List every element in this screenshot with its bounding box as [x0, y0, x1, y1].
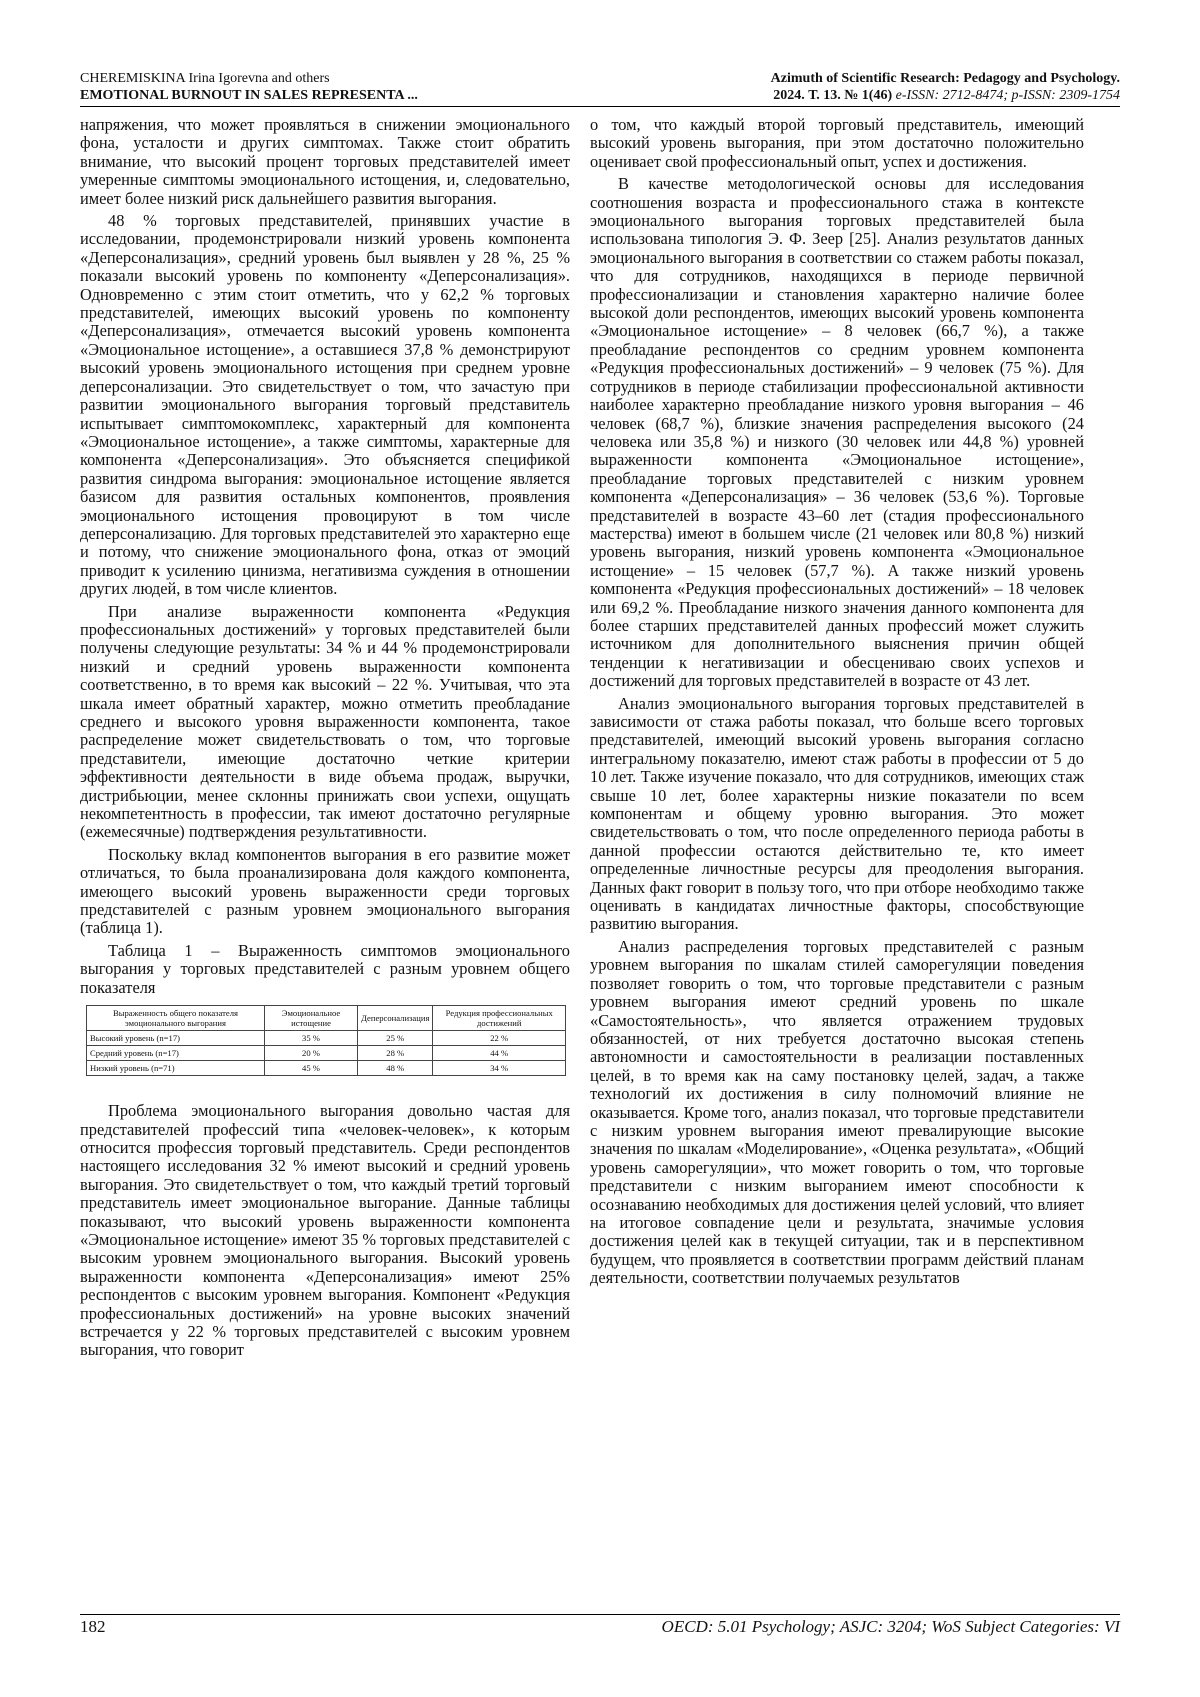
header-right [771, 70, 1120, 104]
header-issue-line [771, 87, 1120, 104]
table-header-cell: Редукция профессиональных достижений [433, 1006, 566, 1031]
table-cell: Средний уровень (n=17) [87, 1046, 265, 1061]
page-number: 182 [80, 1617, 106, 1636]
page-header [80, 70, 1120, 107]
table-header-cell: Эмоциональное истощение [264, 1006, 357, 1031]
left-paragraph-1: напряжения, что может проявляться в снижении эмоционального фона, усталости и других симптомах. Также стоит обратить внимание, что высокий процент торговых представителей имеет умеренные симптомы эмоционального истощения, и, следовательно, имеет более низкий риск дальнейшего развития выгорания. [80, 115, 570, 208]
subject-classification: OECD: 5.01 Psychology; ASJC: 3204; WoS Subject Categories: VI [661, 1617, 1120, 1636]
page-footer [80, 1614, 1120, 1636]
table-row [87, 1046, 566, 1061]
table-cell: 44 % [433, 1046, 566, 1061]
header-short-title: EMOTIONAL BURNOUT IN SALES REPRESENTA ... [80, 88, 418, 103]
table-cell: 45 % [264, 1061, 357, 1076]
table-cell: 20 % [264, 1046, 357, 1061]
left-paragraph-4: Поскольку вклад компонентов выгорания в его развитие может отличаться, то была проанализирована доля каждого компонента, имеющего высокий уровень выраженности среди торговых представителей с разным уровнем эмоционального выгорания (таблица 1). [80, 844, 570, 938]
left-column [80, 116, 570, 1364]
header-issn: e-ISSN: 2712-8474; p-ISSN: 2309-1754 [895, 88, 1120, 103]
table-cell: 25 % [358, 1031, 433, 1046]
table-cell: Высокий уровень (n=17) [87, 1031, 265, 1046]
right-paragraph-4: Анализ распределения торговых представителей с разным уровнем выгорания по шкалам стилей саморегуляции поведения позволяет говорить о том, что торговые представители с разным уровнем выгорания имеют средний уровень по шкале «Самостоятельность», что является отражением трудовых обязанностей, от них требуется достаточно высокая степень автономности и самостоятельности в реализации поставленных целей, в то время как на саму постановку целей, задач, а также технологий их достижения в силу полномочий влияние не оказывается. Кроме того, анализ показал, что торговые представители с низким уровнем выгорания имеют превалирующие высокие значения по шкалам «Моделирование», «Оценка результата», «Общий уровень саморегуляции», что может говорить о том, что торговые представители с низким выгоранием имеют способности к осознаванию необходимых для достижения целей условий, что влияет на итоговое совпадение цели и результата, значимые условия достижения целей как в текущей ситуации, так и в перспективном будущем, что проявляется в соответствии программ действий планам деятельности, соответствии получаемых результатов [590, 936, 1084, 1288]
header-journal: Azimuth of Scientific Research: Pedagogy and Psychology. [770, 71, 1120, 86]
right-paragraph-3: Анализ эмоционального выгорания торговых представителей в зависимости от стажа работы показал, что больше всего торговых представителей, имеющий высокий уровень выгорания согласно интегральному показателю, имеют стаж работы в профессии от 5 до 10 лет. Также изучение показало, что для сотрудников, имеющих стаж свыше 10 лет, более характерны низкие показатели по всем компонентам и общему уровню выгорания. Это может свидетельствовать о том, что после определенного периода работы в данной профессии остаются действительно те, кто имеет определенные личностные ресурсы для преодоления выгорания. Данных факт говорит в пользу того, что при отборе необходимо также оценивать в кандидатах личностные факторы, способствующие развитию выгорания. [590, 693, 1084, 934]
header-authors: CHEREMISKINA Irina Igorevna and others [80, 71, 330, 86]
table-row [87, 1061, 566, 1076]
left-paragraph-2: 48 % торговых представителей, принявших участие в исследовании, продемонстрировали низкий уровень компонента «Деперсонализация», средний уровень был выявлен у 28 %, 25 % показали высокий уровень по компоненту «Деперсонализация». Одновременно с этим стоит отметить, что у 62,2 % торговых представителей, имеющих высокий уровень по компоненту «Деперсонализация», отмечается высокий уровень компонента «Эмоциональное истощение», а оставшиеся 37,8 % демонстрируют высокий уровень эмоционального истощения при среднем уровне деперсонализации. Это свидетельствует о том, что зачастую при развитии эмоционального выгорания торговый представитель испытывает симптомокомплекс, характерный для компонента «Эмоциональное истощение», а также симптомы, характерные для компонента «Деперсонализация». Это объясняется спецификой развития синдрома выгорания: эмоциональное истощение является базисом для развития остальных компонентов, проявления эмоционального истощения провоцируют в том числе деперсонализацию. Для торговых представителей это характерно еще и потому, что снижение эмоционального фона, отказ от эмоций приводит к усилению цинизма, негативизма суждения в отношении других людей, в том числе клиентов. [80, 211, 570, 599]
table-cell: 34 % [433, 1061, 566, 1076]
table-row [87, 1031, 566, 1046]
table-cell: 35 % [264, 1031, 357, 1046]
table-caption: Таблица 1 – Выраженность симптомов эмоционального выгорания у торговых представителей с разным уровнем общего показателя [80, 940, 570, 997]
table-header-cell: Деперсонализация [358, 1006, 433, 1031]
table-cell: 48 % [358, 1061, 433, 1076]
right-paragraph-1: о том, что каждый второй торговый представитель, имеющий высокий уровень выгорания, при этом достаточно положительно оценивает свой профессиональный опыт, успех и достижения. [590, 115, 1084, 171]
left-paragraph-3: При анализе выраженности компонента «Редукция профессиональных достижений» у торговых представителей были получены следующие результаты: 34 % и 44 % продемонстрировали низкий и средний уровень выраженности компонента соответственно, в то время как высокий – 22 %. Учитывая, что эта шкала имеет обратный характер, можно отметить преобладание среднего и высокого уровня выраженности компонента, такое распределение может свидетельствовать о том, что торговые представители, имеющие достаточно четкие критерии эффективности деятельности в виде объема продаж, выручки, дистрибьюции, менее склонны принижать свои успехи, ощущать некомпетентность в профессии, так имеют достаточно регулярные (ежемесячные) подтверждения результативности. [80, 601, 570, 842]
header-left [80, 70, 418, 104]
table-header-cell: Выраженность общего показателя эмоционального выгорания [87, 1006, 265, 1031]
left-paragraph-5: Проблема эмоционального выгорания довольно частая для представителей профессий типа «человек-человек», к которым относится профессия торговый представитель. Среди респондентов настоящего исследования 32 % имеют высокий и средний уровень выгорания. Это свидетельствует о том, что каждый третий торговый представитель имеет эмоциональное выгорание. Данные таблицы показывают, что высокий уровень выраженности компонента «Эмоциональное истощение» имеют 35 % торговых представителей с высоким уровнем эмоционального выгорания. Высокий уровень выраженности компонента «Деперсонализация» имеют 25% респондентов с высоким уровнем выгорания. Компонент «Редукция профессиональных достижений» на уровне высоких значений встречается у 22 % торговых представителей с высоким уровнем выгорания, что говорит [80, 1101, 570, 1360]
table-cell: Низкий уровень (n=71) [87, 1061, 265, 1076]
header-issue: 2024. Т. 13. № 1(46) [773, 88, 893, 103]
table-1 [86, 1005, 566, 1076]
table-cell: 28 % [358, 1046, 433, 1061]
right-column [590, 116, 1084, 1292]
table-cell: 22 % [433, 1031, 566, 1046]
right-paragraph-2: В качестве методологической основы для исследования соотношения возраста и профессионального стажа в контексте эмоционального выгорания торговых представителей была использована типология Э. Ф. Зеер [25]. Анализ результатов данных эмоционального выгорания в соответствии со стажем работы показал, что для сотрудников, находящихся в периоде первичной профессионализации и становления характерно наличие более высокой доли респондентов, имеющих высокий уровень компонента «Эмоциональное истощение» – 8 человек (66,7 %), а также преобладание респондентов со средним уровнем компонента «Редукция профессиональных достижений» – 9 человек (75 %). Для сотрудников в периоде стабилизации профессиональной активности наиболее характерно преобладание низкого уровня выгорания – 46 человек (68,7 %), близкие значения распределения высокого (24 человека или 35,8 %) и низкого (30 человек или 44,8 %) уровней выраженности компонента «Эмоциональное истощение», преобладание торговых представителей с низким уровнем компонента «Деперсонализация» – 36 человек (53,6 %). Торговые представителей в возрасте 43–60 лет (стадия профессионального мастерства) имеют в большем числе (21 человек или 80,8 %) низкий уровень выгорания, низкий уровень компонента «Эмоциональное истощение» – 15 человек (57,7 %). А также низкий уровень компонента «Редукция профессиональных достижений» – 18 человек или 69,2 %. Преобладание низкого значения данного компонента для более старших представителей данных профессий может служить источником для дополнительного выяснения причин общей тенденции к негативизации и обесцениваю своих успехов и достижений для торговых представителей в возрасте от 43 лет. [590, 174, 1084, 691]
table-header-row [87, 1006, 566, 1031]
